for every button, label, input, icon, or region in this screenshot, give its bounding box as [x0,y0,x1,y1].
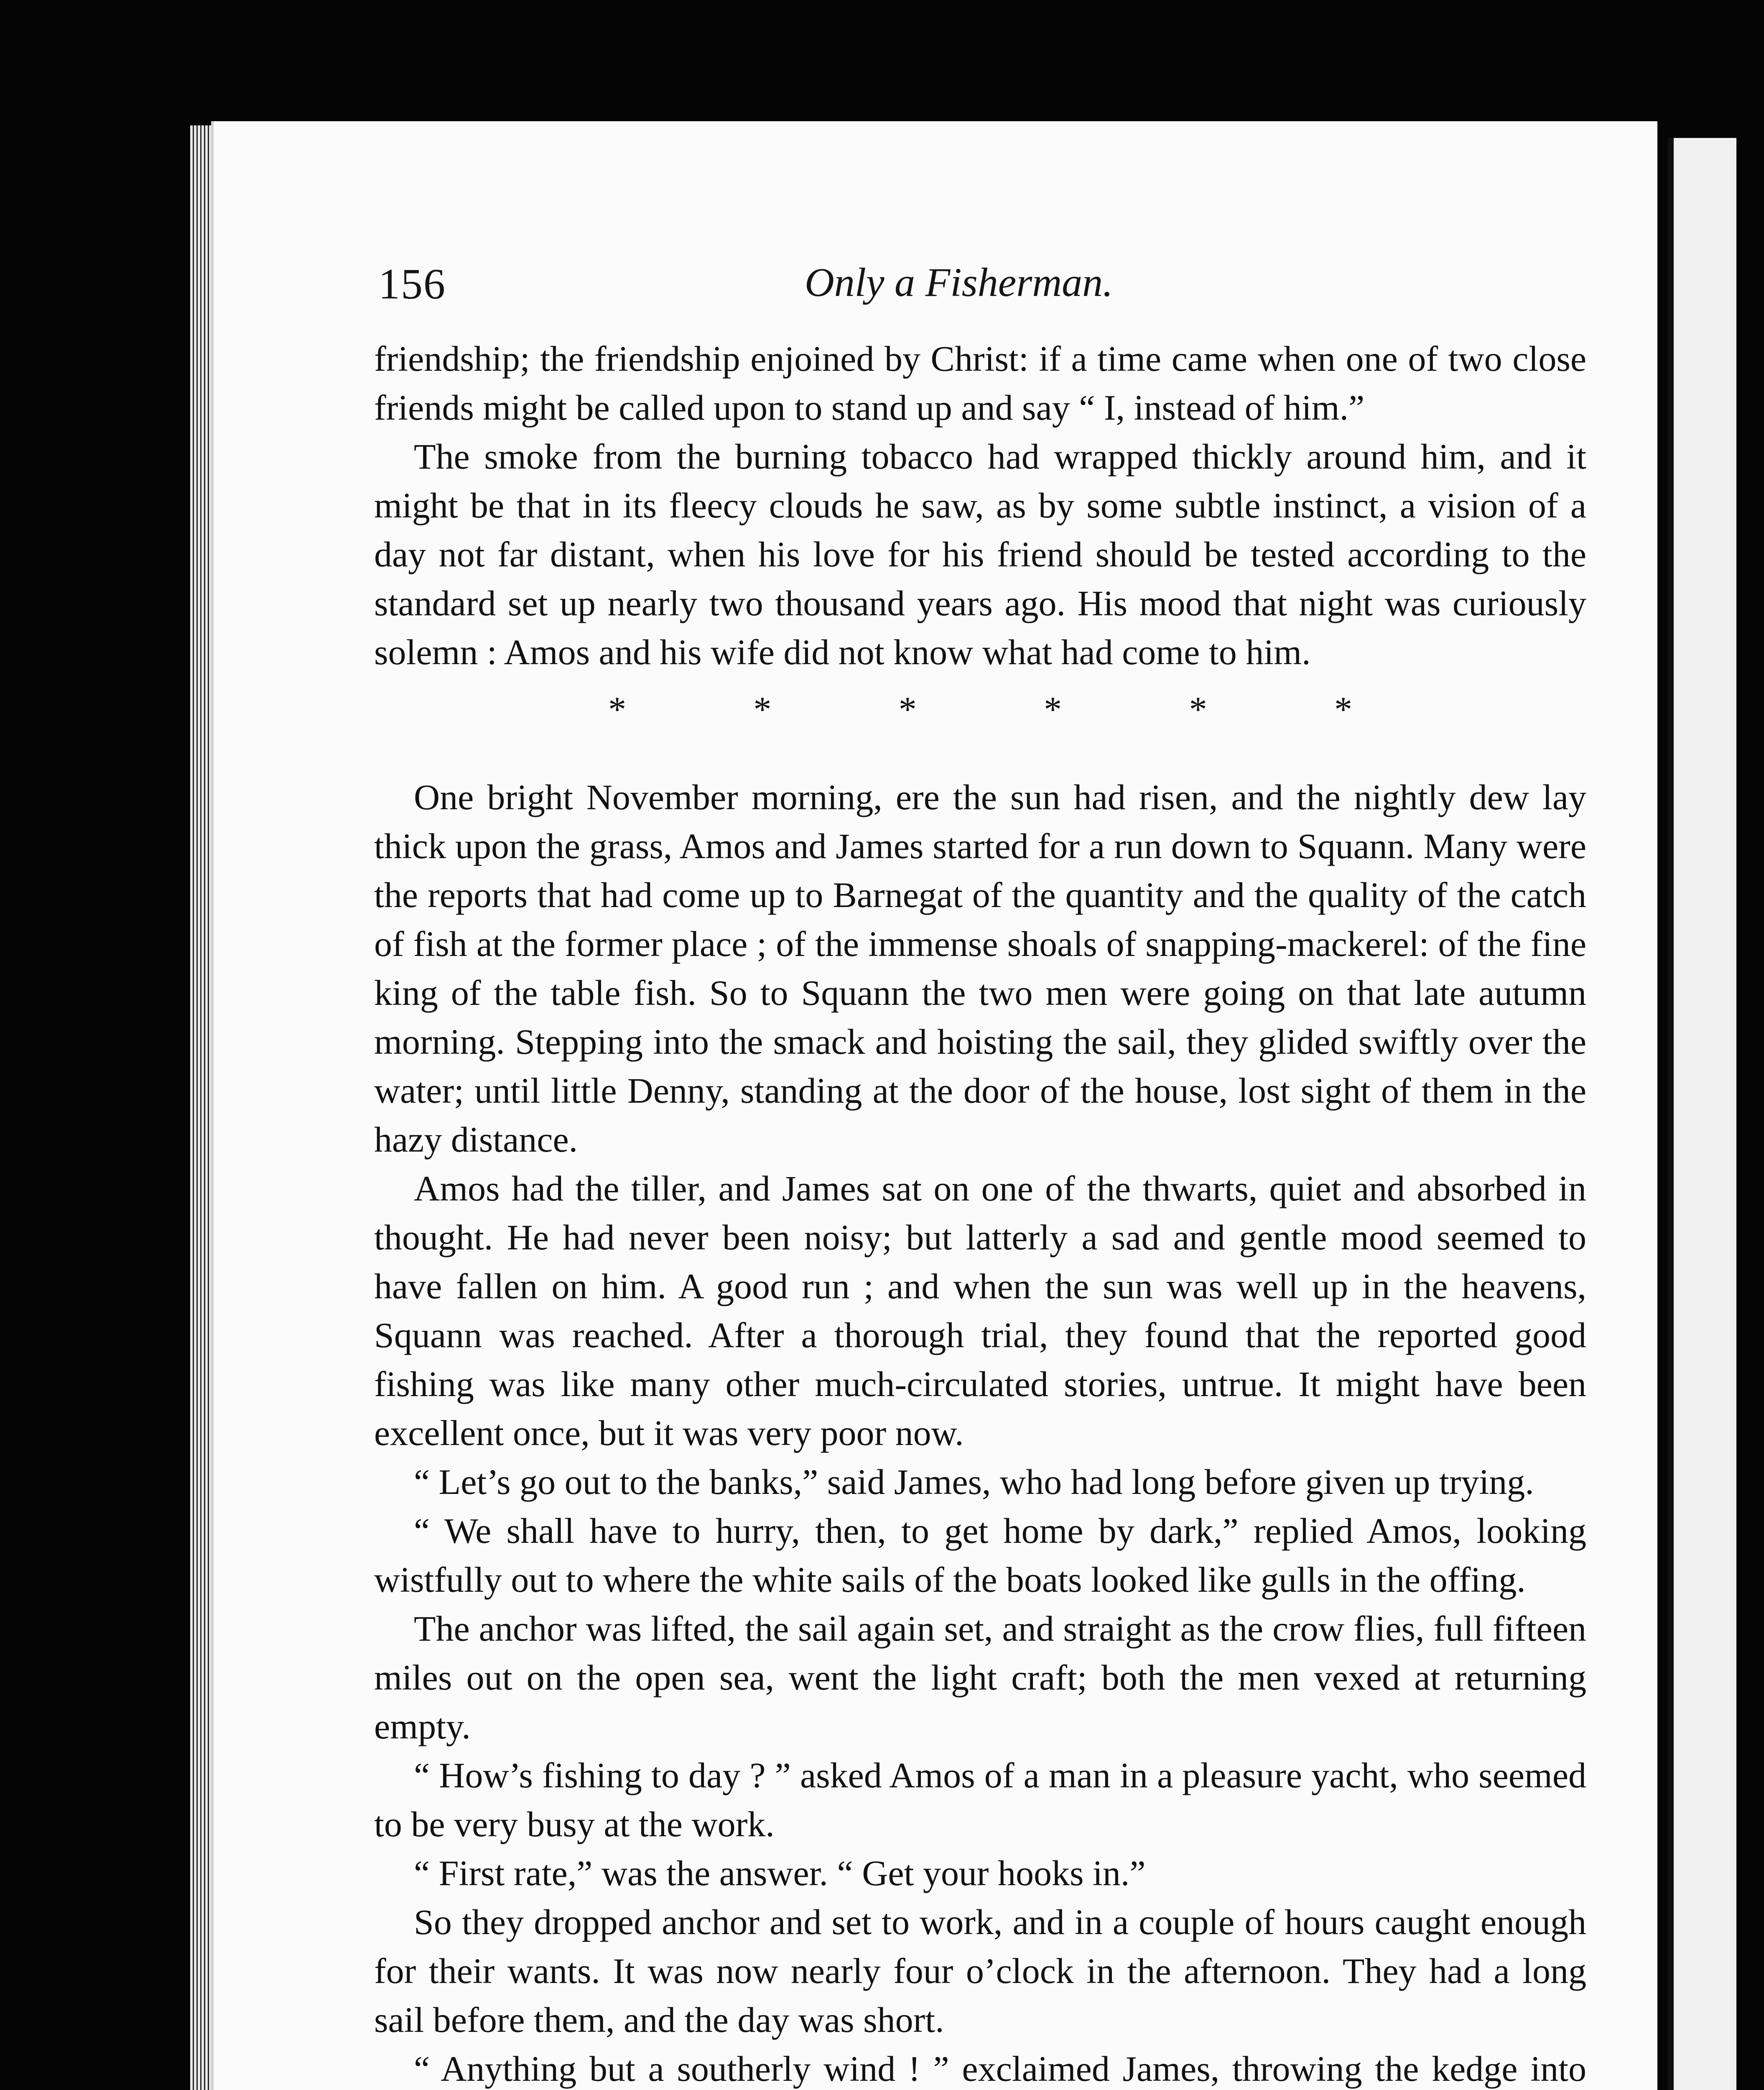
asterisk: * [898,689,917,729]
paragraph: One bright November morning, ere the sun had risen, and the nightly dew lay thick upon the grass, Amos and James started for a run down to Squann. Many were the reports that had come up to Barnegat of the quantity and the quality of the catch of fish at the former place ; of the immense shoals of snapping-mackerel: of the fine king of the table fish. So to Squann the two men were going on that late autumn morning. Stepping into the smack and hoisting the sail, they glided swiftly over the water; until little Denny, standing at the door of the house, lost sight of them in the hazy distance. [374,777,1586,1160]
page-header [378,259,1611,318]
paragraph: “ Anything but a southerly wind ! ” exclaimed James, throwing the kedge into [414,2049,1586,2089]
body-text [374,334,1586,2090]
page-number: 156 [378,260,446,308]
asterisk: * [608,689,626,729]
paragraph: So they dropped anchor and set to work, and in a couple of hours caught enough for their wants. It was now nearly four o’clock in the afternoon. They had a long sail before them, and the day was short. [374,1902,1586,2040]
paragraph: Amos had the tiller, and James sat on one of the thwarts, quiet and absorbed in thought. He had never been noisy; but latterly a sad and gentle mood seemed to have fallen on him. A good run ; and when the sun was well up in the heavens, Squann was reached. After a thorough trial, they found that the reported good fishing was like many other much-circulated stories, untrue. It might have been excellent once, but it was very poor now. [374,1168,1586,1453]
paragraph: “ How’s fishing to day ? ” asked Amos of a man in a pleasure yacht, who seemed to be very busy at the work. [374,1755,1586,1844]
section-break [374,677,1586,773]
asterisk: * [753,689,772,729]
paragraph: friendship; the friendship enjoined by Christ: if a time came when one of two close friends might be called upon to stand up and say “ I, instead of him.” [374,339,1586,428]
asterisk: * [1189,689,1207,729]
facing-page-edge [1668,138,1736,2090]
asterisk: * [1044,689,1062,729]
paragraph: “ Let’s go out to the banks,” said James, who had long before given up trying. [414,1462,1534,1502]
asterisk: * [1334,689,1352,729]
asterism [608,685,1352,734]
paragraph: The smoke from the burning tobacco had wrapped thickly around him, and it might be that in its fleecy clouds he saw, as by some subtle instinct, a vision of a day not far distant, when his love for his friend should be tested according to the standard set up nearly two thousand years ago. His mood that night was curiously solemn : Amos and his wife did not know what had come to him. [374,436,1586,672]
running-title: Only a Fisherman. [805,260,1113,305]
paragraph: The anchor was lifted, the sail again set, and straight as the crow flies, full fifteen miles out on the open sea, went the light craft; both the men vexed at returning empty. [374,1608,1586,1746]
paragraph: “ First rate,” was the answer. “ Get your hooks in.” [414,1853,1146,1893]
paragraph: “ We shall have to hurry, then, to get home by dark,” replied Amos, looking wistfully out to where the white sails of the boats looked like gulls in the offing. [374,1511,1586,1600]
